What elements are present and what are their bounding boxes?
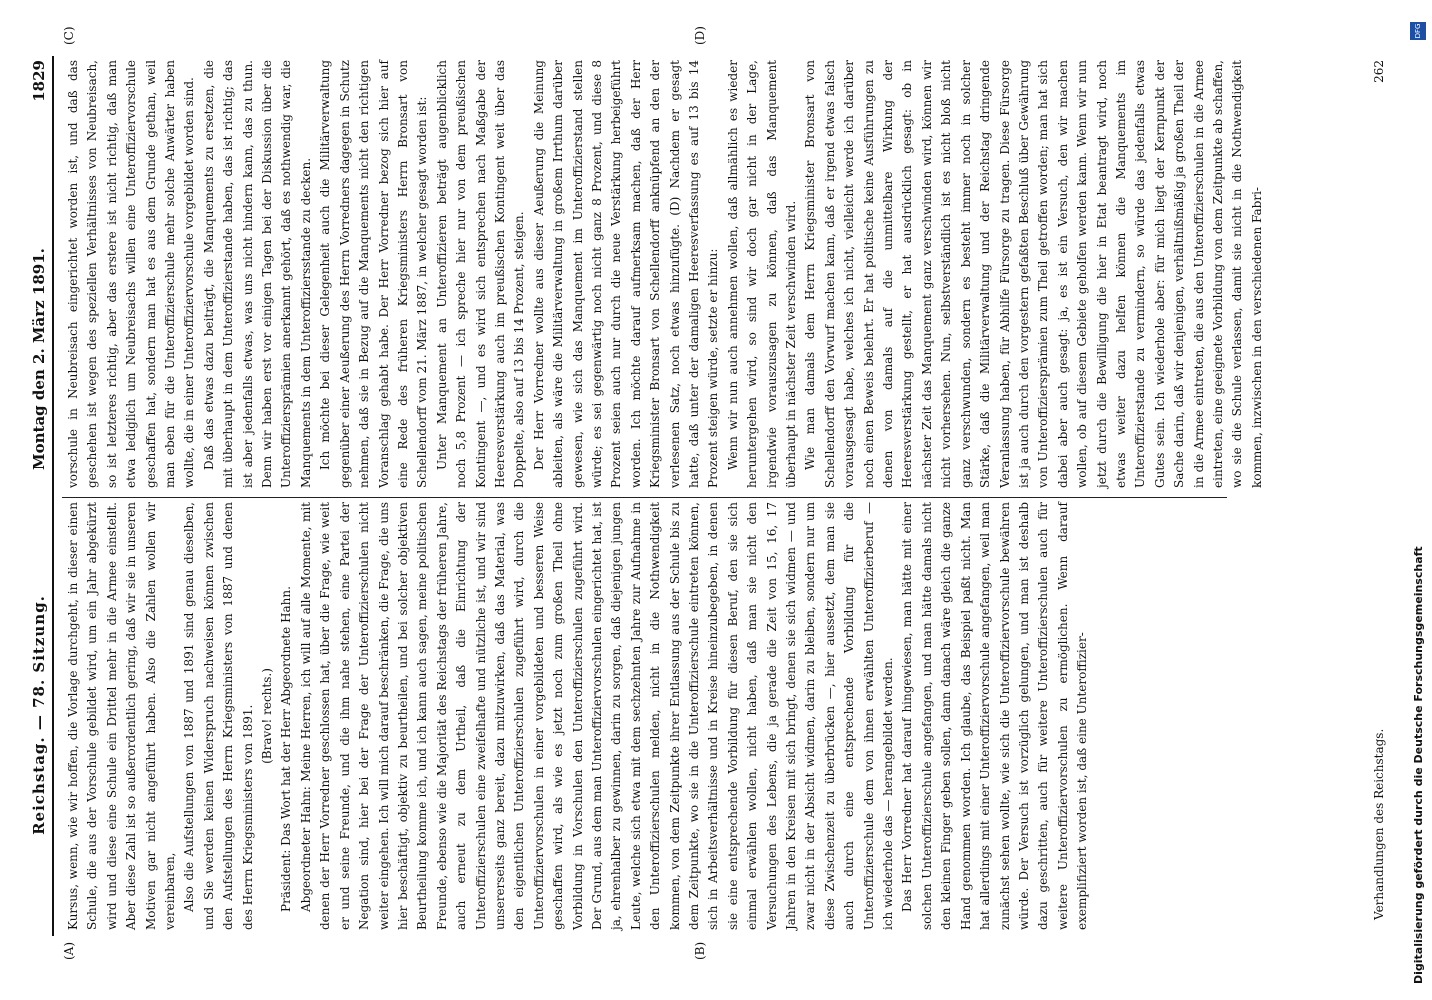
right-column xyxy=(64,60,1267,488)
paragraph: Daß das etwas dazu beiträgt, die Manquements zu ersetzen, die mit überhaupt in dem Unteroffizierstande haben, das ist richtig; das ist aber jedenfalls etwas, was uns nicht hindern kann, das zu thun. Denn wir haben erst vor einigen Tagen bei der Diskussion über die Unteroffiziersprämien anerkannt gehört, daß es nothwendig war, die Manquements in dem Unteroffiziersstande zu decken. xyxy=(201,60,313,488)
page-number: 1829 xyxy=(30,60,48,102)
footer-page-number: 262 xyxy=(1372,60,1386,83)
paragraph: Also die Aufstellungen von 1887 und 1891 sind genau dieselben, und Sie werden keinen Widerspruch nachweisen können zwischen den Aufstellungen des Herrn Kriegsministers von 1887 und denen des Herrn Kriegsministers von 1891. xyxy=(182,502,255,930)
column-divider xyxy=(62,497,1227,498)
paragraph: Das Herr Vorredner hat darauf hingewiesen, man hätte mit einer solchen Unteroffizierschule angefangen, und man hätte damals nicht den kleinen Finger geben sollen, dann danach wäre gleich die ganze Hand genommen worden. Ich glaube, das Beispiel paßt nicht. Man hat allerdings mit einer Unteroffiziervorschule angefangen, weil man zunächst sehen wollte, wie sich die Unteroffiziervorschule bewähren würde. Der Versuch ist vorzüglich gelungen, und man ist deshalb dazu geschritten, auch für weitere Unteroffizierschulen auch für weitere Unteroffiziervorschulen zu ermöglichen. Wenn darauf exemplifiziert worden ist, daß eine Unteroffizier- xyxy=(900,502,1090,930)
president-statement: Präsident: Das Wort hat der Herr Abgeordnete Hahn. xyxy=(279,586,294,912)
digitization-credit: Digitalisierung gefördert durch die Deutsche Forschungsgemeinschaft xyxy=(1412,546,1425,984)
quotation: Wenn wir nun auch annehmen wollen, daß allmählich es wieder heruntergehen wird, so sind wir doch gar nicht in der Lage, irgendwie vorauszusagen zu können, daß das Manquement überhaupt in nächster Zeit verschwinden wird. xyxy=(725,60,799,488)
paragraph: Der Herr Vorredner wollte aus dieser Aeußerung die Meinung ableiten, als wäre die Militärverwaltung in großem Irrthum darüber gewesen, wie sich das Manquement im Unteroffizierstand stellen würde; es sei gegenwärtig noch nicht ganz 8 Prozent, und diese 8 Prozent seien auch nur durch die neue Verstärkung herbeigeführt worden. Ich möchte darauf aufmerksam machen, daß der Herr Kriegsminister Bronsart von Schellendorff anknüpfend an den der verlesenen Satz, noch etwas hinzufügte. (D) Nachdem er gesagt hatte, daß unter der damaligen Heeresverfassung es auf 13 bis 14 Prozent steigen würde, setzte er hinzu: xyxy=(531,60,721,488)
paragraph: Wie man damals dem Herrn Kriegsminister Bronsart von Schellendorff den Vorwurf machen kann, daß er irgend etwas falsch vorausgesagt habe, welches ich nicht, vielleicht werde ich darüber noch einen Beweis belehrt. Er hat politische keine Ausführungen zu denen von damals auf die unmittelbare Wirkung der Heeresverstärkung gestellt, er hat ausdrücklich gesagt: ob in nächster Zeit das Manquement ganz verschwinden wird, können wir nicht vorhersehen. Nun, selbstverständlich ist es nicht bloß nicht ganz verschwunden, sondern es besteht immer noch in solcher Stärke, daß die Militärverwaltung und der Reichstag dringende Veranlassung haben, für Abhilfe Fürsorge zu tragen. Diese Fürsorge ist ja auch durch den vorgestern gefaßten Beschluß über Gewährung von Unteroffiziersprämien zum Theil getroffen worden; man hat sich dabei aber auch gesagt: ja, es ist ein Versuch, den wir machen wollen, ob auf diesem Gebiete geholfen werden kann. Wenn wir nun jetzt durch die Bewilligung die hier in Etat beantragt wird, noch etwas weiter dazu helfen können die Manquements im Unteroffizierstande zu vermindern, so würde das jedenfalls etwas Gutes sein. Ich wiederhole aber: für mich liegt der Kernpunkt der Sache darin, daß wir denjenigen, verhältnißmäßig ja großen Theil der in die Armee eintreten, die aus den Unteroffizierschulen in die Armee eintreten, eine geeignete Vorbildung von dem Zeitpunkte ab schaffen, wo sie die Schule verlassen, damit sie nicht in die Nothwendigkeit kommen, inzwischen in den verschiedenen Fabri- xyxy=(803,60,1264,488)
header-title: Reichstag. — 78. Sitzung. xyxy=(30,595,48,835)
paragraph: Ich möchte bei dieser Gelegenheit auch die Militärverwaltung gegenüber einer Aeußerung des Herrn Vorredners dagegen in Schutz nehmen, daß sie in Bezug auf die Manquements nicht den richtigen Voranschlag gehabt habe. Der Herr Vorredner bezog sich hier auf eine Rede des früheren Kriegsministers Herrn Bronsart von Schellendorff vom 21. März 1887, in welcher gesagt worden ist: xyxy=(318,60,430,488)
margin-marker-c: (C) xyxy=(62,26,76,45)
speech-hahn: Abgeordneter Hahn: Meine Herren, ich will auf alle Momente, mit denen der Herr Vorredner geschlossen hat, über die Frage, wie weit er und seine Freunde, und die ihm nahe stehen, eine Partei der Negation sind, hier bei der Frage der Unteroffizierschulen nicht weiter eingehen. Ich will mich darauf beschränken, die Frage, die uns hier beschäftigt, objektiv zu beurtheilen, und bei solcher objektiven Beurtheilung komme ich, und ich kann auch sagen, meine politischen Freunde, ebenso wie die Majorität des Reichstags der früheren Jahre, auch erneut zu dem Urtheil, daß die Einrichtung der Unteroffizierschulen eine zweifelhafte und nützliche ist, und wir sind unsererseits ganz bereit, dazu mitzuwirken, daß das Material, was den eigentlichen Unteroffizierschulen zugeführt wird, durch die Unteroffiziervorschulen in einer vorgebildeten und besseren Weise geschaffen wird, als wie es jetzt noch zum großen Theil ohne Vorbildung in Vorschulen den Unteroffizierschulen zugeführt wird. Der Grund, aus dem man Unteroffiziervorschulen eingerichtet hat, ist ja, ehrenhalber zu gewinnen, darin zu sorgen, daß diejenigen jungen Leute, welche sich etwa mit dem sechzehnten Jahre zur Aufnahme in den Unteroffizierschulen melden, nicht in die Nothwendigkeit kommen, von dem Zeitpunkte ihrer Entlassung aus der Schule bis zu dem Zeitpunkte, wo sie in die Unteroffizierschule eintreten können, sich in Arbeitsverhältnisse und in Kreise hineinzubegeben, in denen sie eine entsprechende Vorbildung für diesen Beruf, den sie sich einmal erwählen wollen, nicht haben, daß man sie nicht den Versuchungen des Lebens, die ja gerade die Zeit von 15, 16, 17 Jahren in den Kreisen mit sich bringt, denen sie sich widmen — und zwar nicht in der Absicht widmen, darin zu bleiben, sondern nur um diese Zwischenzeit zu überbrücken —, hier aussetzt, dem man sie auch durch eine entsprechende Vorbildung für die Unteroffizierschule dem von ihnen erwählten Unteroffizierberuf — ich wiederhole das — herangebildet werden. xyxy=(298,502,896,930)
applause-note: (Bravo! rechts.) xyxy=(260,668,275,764)
dfg-logo-icon: DFG xyxy=(1410,22,1426,40)
quotation: Unter Manquement an Unteroffizieren beträgt augenblicklich noch 5,8 Prozent — ich spreche hier nur von dem preußischen Kontingent —, und es wird sich entsprechen nach Maßgabe der Heeresverstärkung auch im preußischen Kontingent weit über das Doppelte, also auf 13 bis 14 Prozent, steigen. xyxy=(434,60,527,488)
margin-marker-a: (A) xyxy=(62,941,76,960)
margin-marker-b: (B) xyxy=(693,941,707,960)
paragraph: vorschule in Neubreisach eingerichtet worden ist, und daß das geschehen ist wegen des speziellen Verhältnisses von Neubreisach, so ist letzteres richtig, aber das erstere ist nicht richtig, daß man etwa lediglich um Neubreisachs willen eine Unteroffiziervorschule geschaffen hat, sondern man hat es aus dem Grunde gethan, weil man eben für die Unteroffizierschule mehr solche Anwärter haben wollte, die in einer Unteroffiziervorschule vorgebildet worden sind. xyxy=(66,60,197,488)
header-date: Montag den 2. März 1891. xyxy=(30,248,48,470)
left-column xyxy=(64,502,1093,930)
footer-left: Verhandlungen des Reichstags. xyxy=(1372,728,1386,920)
header-rule xyxy=(52,56,54,936)
page-header xyxy=(18,60,48,930)
margin-marker-d: (D) xyxy=(693,26,707,45)
paragraph: Kursus, wenn, wie wir hoffen, die Vorlage durchgeht, in dieser einen Schule, die aus der Vorschule gebildet wird, um ein Jahr abgekürzt wird und diese eine Schule ein Drittel mehr in die Armee einstellt. Aber diese Zahl ist so außerordentlich gering, daß wir sie in unseren Motiven gar nicht angeführt haben. Also die Zahlen wollen wir vereinbaren, xyxy=(66,502,178,930)
